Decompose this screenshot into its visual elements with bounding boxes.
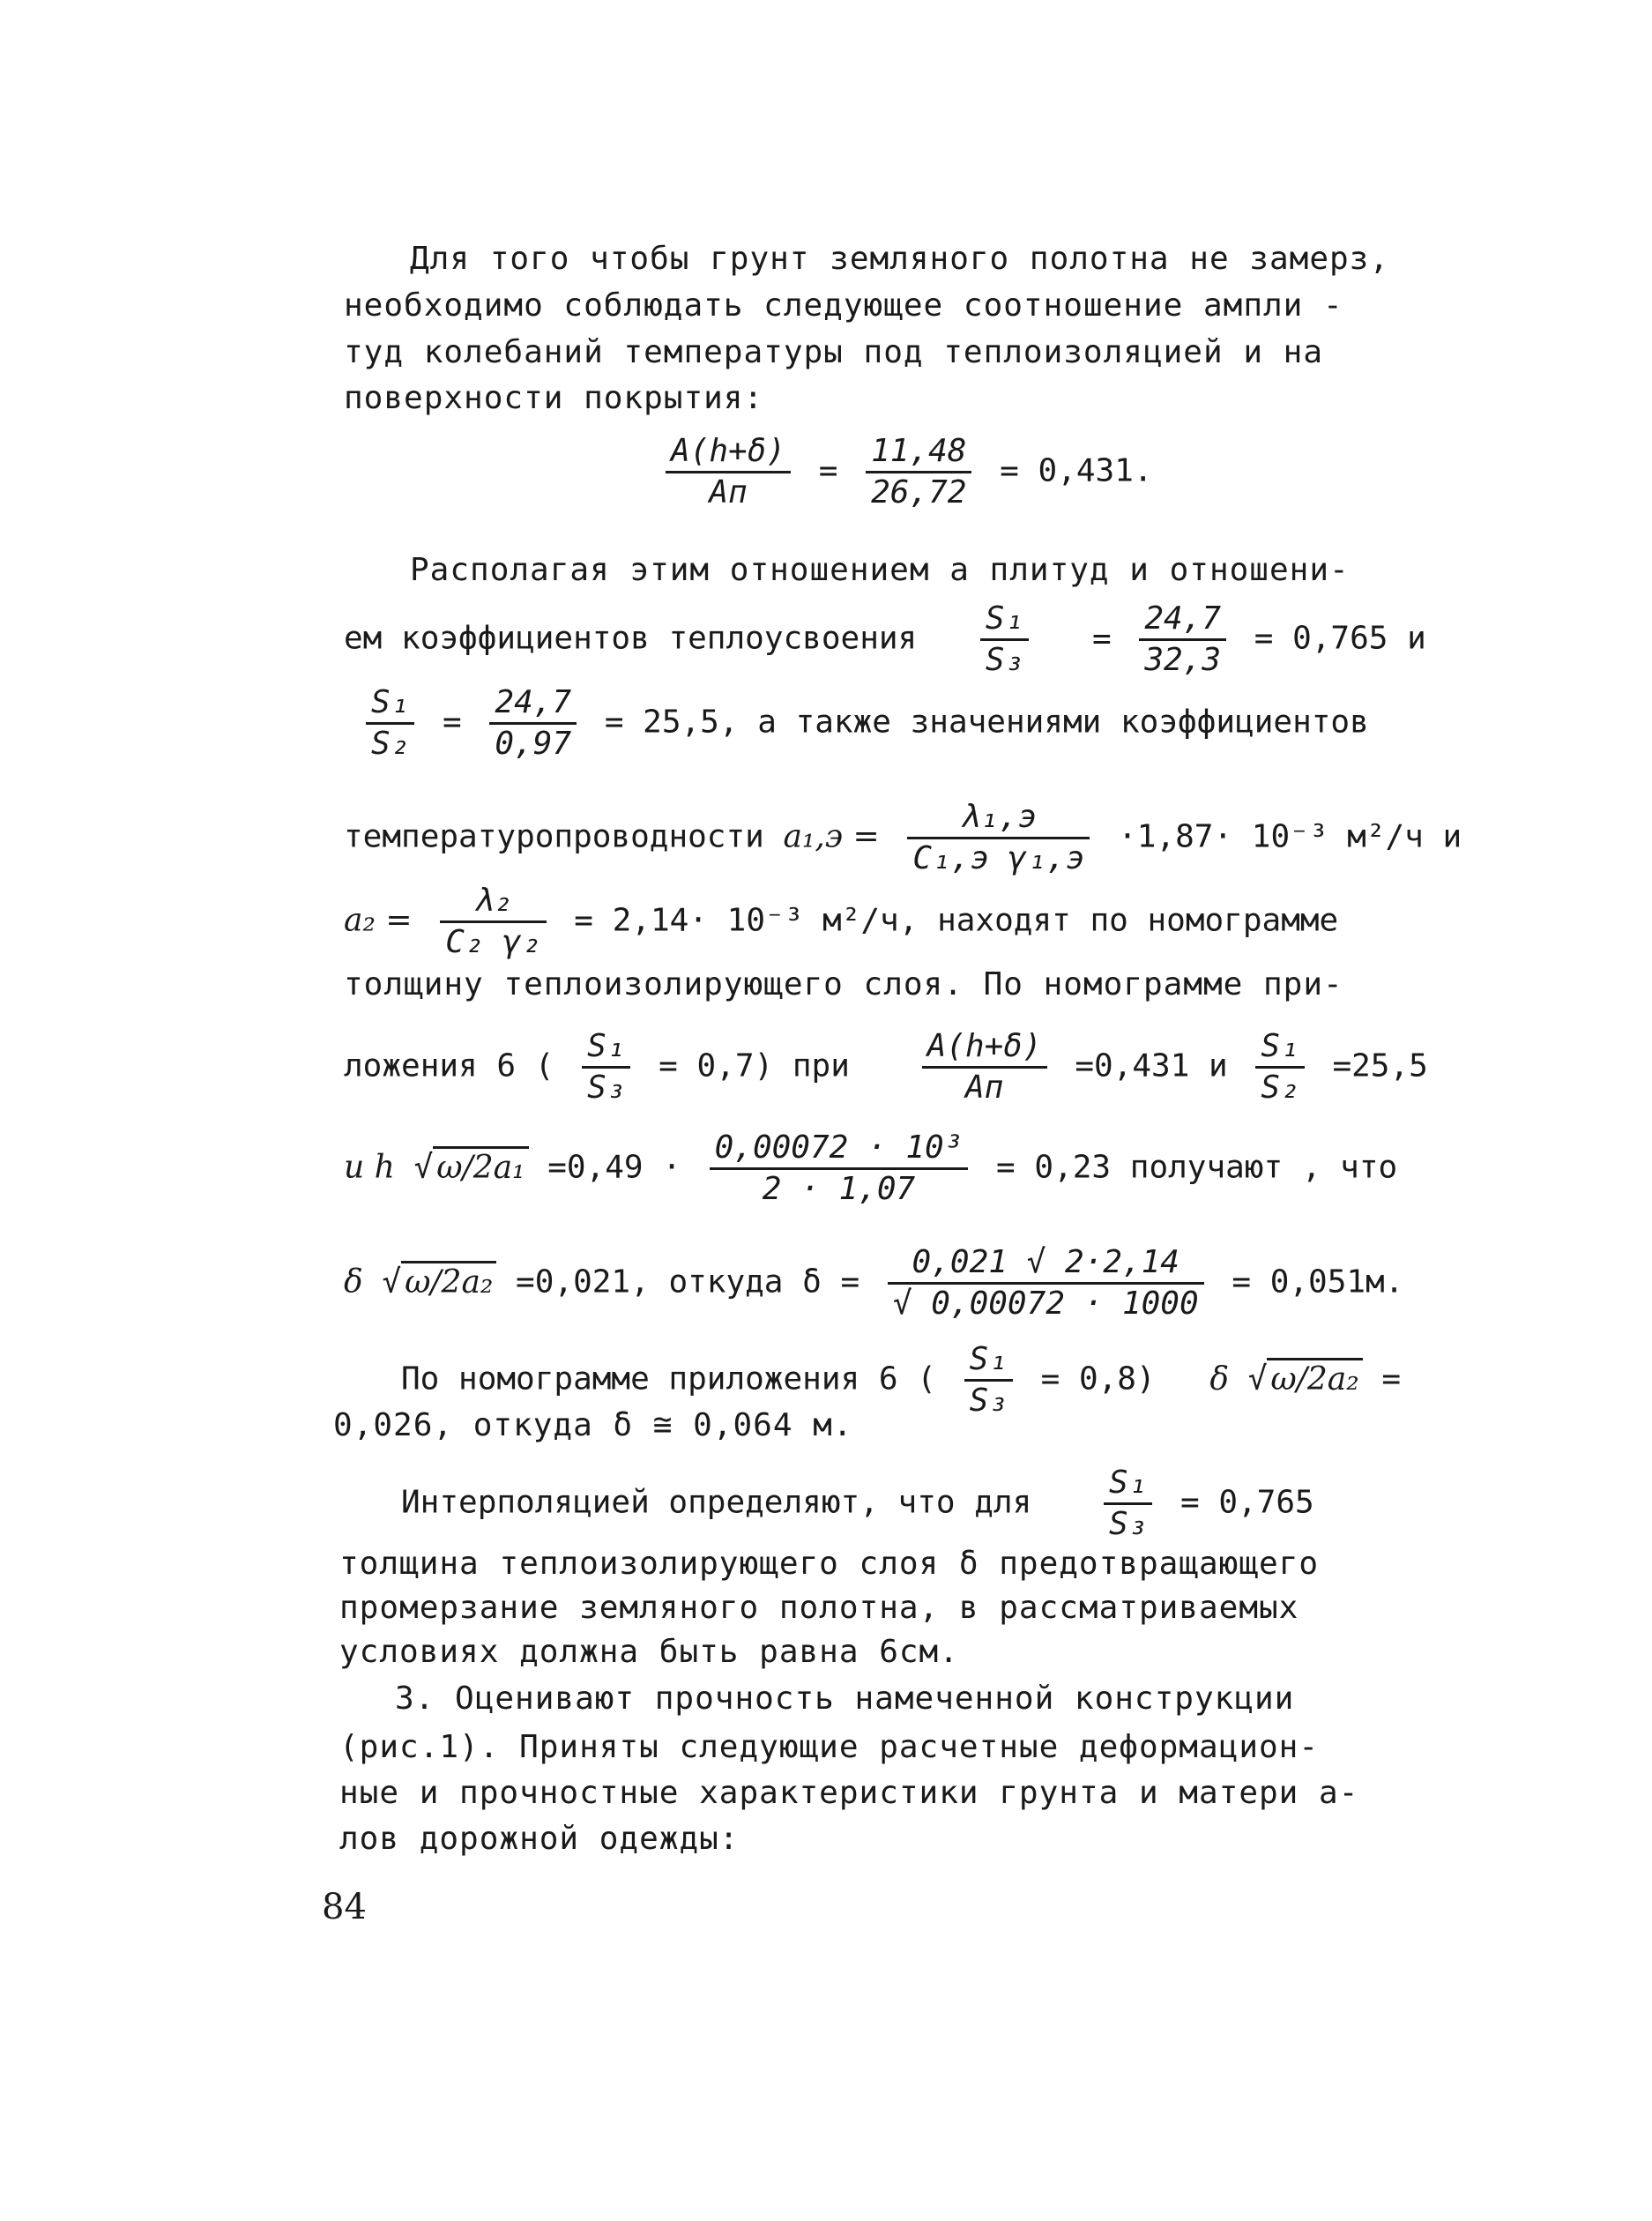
text-line-formula: ем коэффициентов теплоусвоения $\frac{\text{S₁}}{\text{S₃}}$ = $\frac{24,7}{32,3}$ = 0,765 и <box>344 600 1426 678</box>
fraction: $\frac{24,7}{32,3}$ <box>1139 600 1226 680</box>
fraction: $\frac{\text{S₁}}{\text{S₃}}$ <box>964 1340 1013 1420</box>
fraction: $\frac{11,48}{26,72}$ <box>866 432 971 512</box>
text-line: промерзание земляного полотна, в рассматриваемых <box>339 1590 1299 1626</box>
text-line-formula: $\frac{\text{S₁}}{\text{S₂}}$ = $\frac{24,7}{0,97}$ = 25,5, а также значениями коэффициентов <box>357 683 1369 764</box>
text-line-formula: температуропроводности a₁,э = $\frac{\text{λ₁,э}}{\text{C₁,э γ₁,э}}$ ·1,87· 10⁻³ м²/ч и <box>344 799 1462 876</box>
text-line: туд колебаний температуры под теплоизоляцией и на <box>344 334 1324 370</box>
text-line: Для того чтобы грунт земляного полотна не замерз, <box>410 241 1390 277</box>
fraction: $\frac{0,021 √ 2\cdot 2,14}{√ 0,00072 \cdot 1000}$ <box>888 1243 1204 1323</box>
text-line-formula: Интерполяцией определяют, что для $\frac{\text{S₁}}{\text{S₃}}$ = 0,765 <box>401 1465 1314 1542</box>
fraction: $\frac{\text{S₁}}{\text{S₃}}$ <box>582 1027 630 1107</box>
fraction: $\frac{\text{S₁}}{\text{S₂}}$ <box>366 683 414 764</box>
fraction: $\frac{\text{S₁}}{\text{S₃}}$ <box>1104 1464 1152 1544</box>
text-line: 3. Оценивают прочность намеченной конструкции <box>395 1681 1295 1717</box>
fraction: $\frac{24,7}{0,97}$ <box>489 683 577 764</box>
fraction: $\frac{\text{S₁}}{\text{S₂}}$ <box>1255 1027 1304 1107</box>
text-line: Располагая этим отношением а плитуд и отношени- <box>410 552 1350 588</box>
fraction: $\frac{\text{λ₁,э}}{\text{C₁,э γ₁,э}}$ <box>907 798 1090 878</box>
page-number: 84 <box>322 1887 367 1927</box>
text-line: лов дорожной одежды: <box>339 1821 740 1857</box>
text-line: ные и прочностные характеристики грунта и матери а- <box>339 1775 1359 1811</box>
text-line-formula: ложения 6 ( $\frac{\text{S₁}}{\text{S₃}}$ = 0,7) при $\frac{A(h+\delta)}{Aп}$ =0,431 и $\frac{\text{S₁}}{\text{S₂}}$ =25,5 <box>344 1028 1428 1106</box>
text-line-formula: δ √ ω/2a₂ =0,021, откуда δ = $\frac{0,021 √ 2\cdot 2,14}{√ 0,00072 \cdot 1000}$ = 0,051м. <box>344 1244 1404 1322</box>
text-line-formula: По номограмме приложения 6 ( $\frac{\text{S₁}}{\text{S₃}}$ = 0,8) δ √ ω/2a₂ = <box>401 1341 1402 1419</box>
fraction: $\frac{\text{0,00072 · 10³}}{2 \cdot 1,07}$ <box>710 1129 969 1209</box>
text-line-formula: a₂ = $\frac{\text{λ₂}}{\text{C₂ γ₂}}$ = 2,14· 10⁻³ м²/ч, находят по номограмме <box>344 883 1339 960</box>
fraction: $\frac{A(h+\delta)}{Aп}$ <box>666 432 791 512</box>
fraction: $\frac{\text{S₁}}{\text{S₃}}$ <box>980 600 1029 680</box>
fraction: $\frac{\text{λ₂}}{\text{C₂ γ₂}}$ <box>440 882 546 962</box>
fraction: $\frac{A(h+\delta)}{Aп}$ <box>922 1027 1047 1107</box>
text-line: (рис.1). Приняты следующие расчетные деформацион- <box>339 1729 1320 1765</box>
text-line: 0,026, откуда δ ≅ 0,064 м. <box>333 1407 853 1443</box>
text-line: толщину теплоизолирующего слоя. По номограмме при- <box>344 966 1343 1002</box>
text-line: поверхности покрытия: <box>344 380 764 416</box>
text-line: условиях должна быть равна 6см. <box>339 1634 959 1670</box>
text-line-formula: и h √ ω/2a₁ =0,49 · $\frac{\text{0,00072 · 10³}}{2 \cdot 1,07}$ = 0,23 получают , что <box>344 1129 1398 1207</box>
text-line: необходимо соблюдать следующее соотношение ампли - <box>344 287 1343 324</box>
text-line: толщина теплоизолирующего слоя δ предотвращающего <box>339 1546 1320 1582</box>
equation-amplitude-ratio: $\frac{A(h+\delta)}{Aп}$ = $\frac{11,48}{26,72}$ = 0,431. <box>657 432 1153 512</box>
